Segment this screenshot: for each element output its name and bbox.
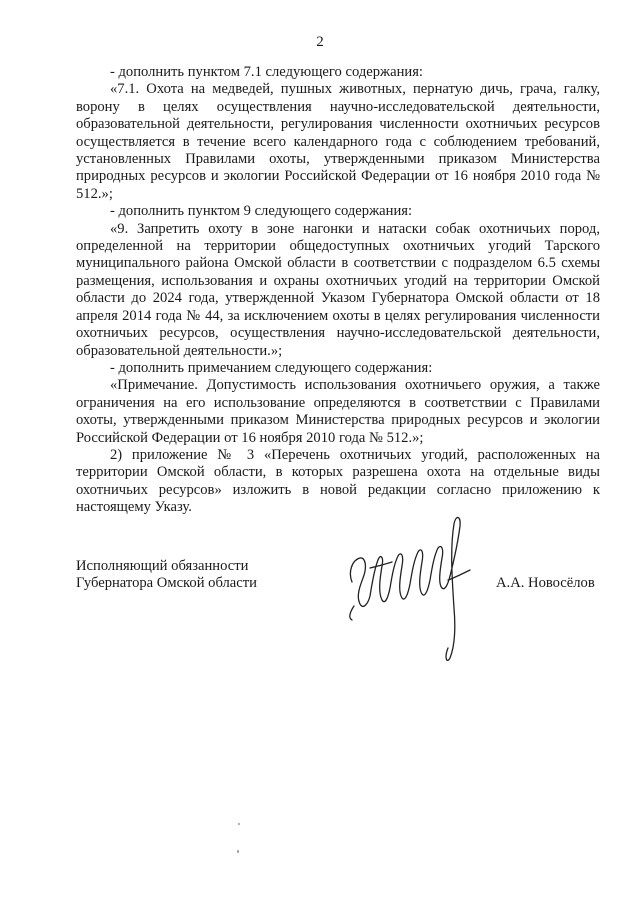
signatory-name: А.А. Новосёлов <box>496 575 595 591</box>
paragraph-amend-9: - дополнить пунктом 9 следующего содержания: <box>110 203 413 220</box>
paragraph-appendix-3: 2) приложение № 3 «Перечень охотничьих угодий, расположенных на территории Омской области, в которых разрешена охота на отдельные виды охотничьих ресурсов» изложить в новой редакции согласно приложению к настоящему Указу. <box>76 446 600 516</box>
signatory-position-line-1: Исполняющий обязанности <box>76 558 249 574</box>
page-number: 2 <box>316 34 324 50</box>
signatory-position-line-2: Губернатора Омской области <box>76 575 257 592</box>
paragraph-amend-note: - дополнить примечанием следующего содержания: <box>110 359 433 376</box>
paragraph-item-7-1: «7.1. Охота на медведей, пушных животных, пернатую дичь, грача, галку, ворону в целях осуществления научно-исследовательской деятельности, образовательной деятельности, регулирования численности охотничьих ресурсов осуществляется в течение всего календарного года с соблюдением требований, установленных Правилами охоты, утвержденными приказом Министерства природных ресурсов и экологии Российской Федерации от 16 ноября 2010 года № 512.»; <box>76 81 600 202</box>
handwritten-signature <box>330 508 490 668</box>
paragraph-amend-7-1: - дополнить пунктом 7.1 следующего содержания: <box>110 64 423 80</box>
scan-speck <box>238 823 240 825</box>
signatory-position <box>76 558 257 593</box>
scan-speck <box>237 850 239 853</box>
document-body <box>76 64 600 517</box>
paragraph-note: «Примечание. Допустимость использования охотничьего оружия, а также ограничения на его использование определяются в соответствии с Правилами охоты, утвержденными приказом Министерства природных ресурсов и экологии Российской Федерации от 16 ноября 2010 года № 512.»; <box>76 377 600 446</box>
paragraph-item-9: «9. Запретить охоту в зоне нагонки и натаски собак охотничьих пород, определенной на территории общедоступных охотничьих угодий Тарского муниципального района Омской области в соответствии с подразделом 6.5 схемы размещения, использования и охраны охотничьих угодий на территории Омской области до 2024 года, утвержденной Указом Губернатора Омской области от 18 апреля 2014 года № 44, за исключением охоты в целях регулирования численности охотничьих ресурсов, осуществления научно-исследовательской деятельности, образовательной деятельности.»; <box>76 220 600 359</box>
